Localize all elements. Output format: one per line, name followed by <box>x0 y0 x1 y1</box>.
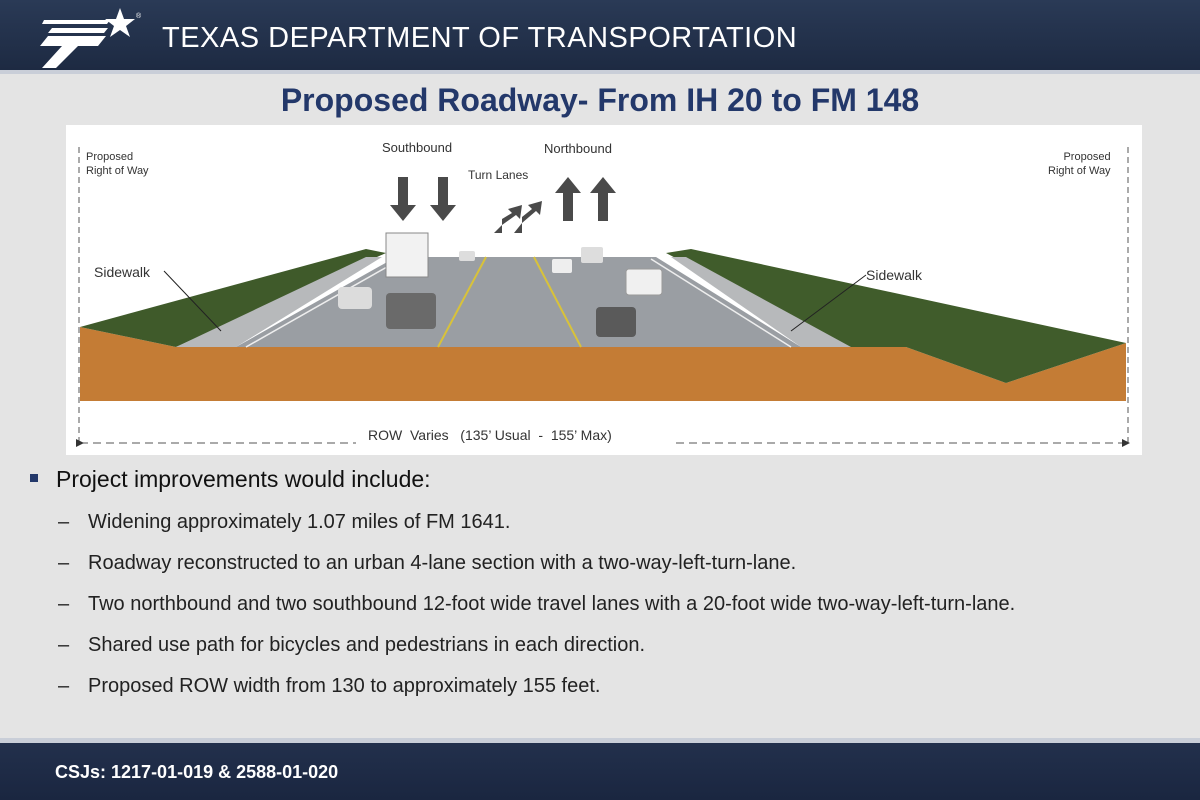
northbound-arrows <box>555 177 616 221</box>
svg-text:®: ® <box>136 13 142 20</box>
proposed-row-left-label: Proposed Right of Way <box>86 151 149 177</box>
turn-lanes-label: Turn Lanes <box>468 168 529 182</box>
main-bullet <box>30 466 1170 493</box>
car-icon <box>626 269 662 295</box>
list-item-text: Roadway reconstructed to an urban 4-lane section with a two-way-left-turn-lane. <box>88 552 797 574</box>
list-item: – Two northbound and two southbound 12-foot wide travel lanes with a 20-foot wide two-way-left-turn-lane. <box>58 593 1016 615</box>
southbound-arrows <box>390 177 456 221</box>
slide-title: Proposed Roadway- From IH 20 to FM 148 <box>280 82 920 118</box>
list-item-text: Shared use path for bicycles and pedestrians in each direction. <box>88 634 646 656</box>
list-item: – Proposed ROW width from 130 to approximately 155 feet. <box>58 675 601 697</box>
car-icon <box>338 287 372 309</box>
roadway-diagram <box>66 125 1142 455</box>
car-icon <box>386 293 436 329</box>
list-item-text: Widening approximately 1.07 miles of FM 1641. <box>88 511 511 533</box>
list-item-text: Proposed ROW width from 130 to approximately 155 feet. <box>88 675 601 697</box>
txdot-logo-icon <box>38 6 148 68</box>
sidewalk-right-label: Sidewalk <box>866 267 923 283</box>
roadway-cross-section <box>66 125 1142 455</box>
turn-lane-arrows <box>494 201 542 233</box>
car-icon <box>581 247 603 263</box>
square-bullet-icon <box>30 474 38 482</box>
list-item-text: Two northbound and two southbound 12-foot wide travel lanes with a 20-foot wide two-way-left-turn-lane. <box>88 593 1016 615</box>
header-title: TEXAS DEPARTMENT OF TRANSPORTATION <box>162 22 798 54</box>
row-varies-label: ROW Varies (135’ Usual - 155’ Max) <box>368 427 612 443</box>
northbound-label: Northbound <box>544 141 612 156</box>
proposed-row-right-label: Proposed Right of Way <box>1048 151 1111 177</box>
footer-stripe <box>0 738 1200 743</box>
sidewalk-left-label: Sidewalk <box>94 264 151 280</box>
car-icon <box>459 251 475 261</box>
southbound-label: Southbound <box>382 140 453 155</box>
car-icon <box>552 259 572 273</box>
truck-icon <box>386 233 428 277</box>
list-item: – Roadway reconstructed to an urban 4-lane section with a two-way-left-turn-lane. <box>58 552 797 574</box>
csj-label: CSJs: 1217-01-019 & 2588-01-020 <box>55 762 339 782</box>
car-icon <box>596 307 636 337</box>
list-item: – Shared use path for bicycles and pedestrians in each direction. <box>58 634 646 656</box>
header-stripe <box>0 70 1200 74</box>
main-bullet-text: Project improvements would include: <box>56 466 431 492</box>
bullet-list <box>30 466 1170 698</box>
list-item: – Widening approximately 1.07 miles of FM 1641. <box>58 511 511 533</box>
